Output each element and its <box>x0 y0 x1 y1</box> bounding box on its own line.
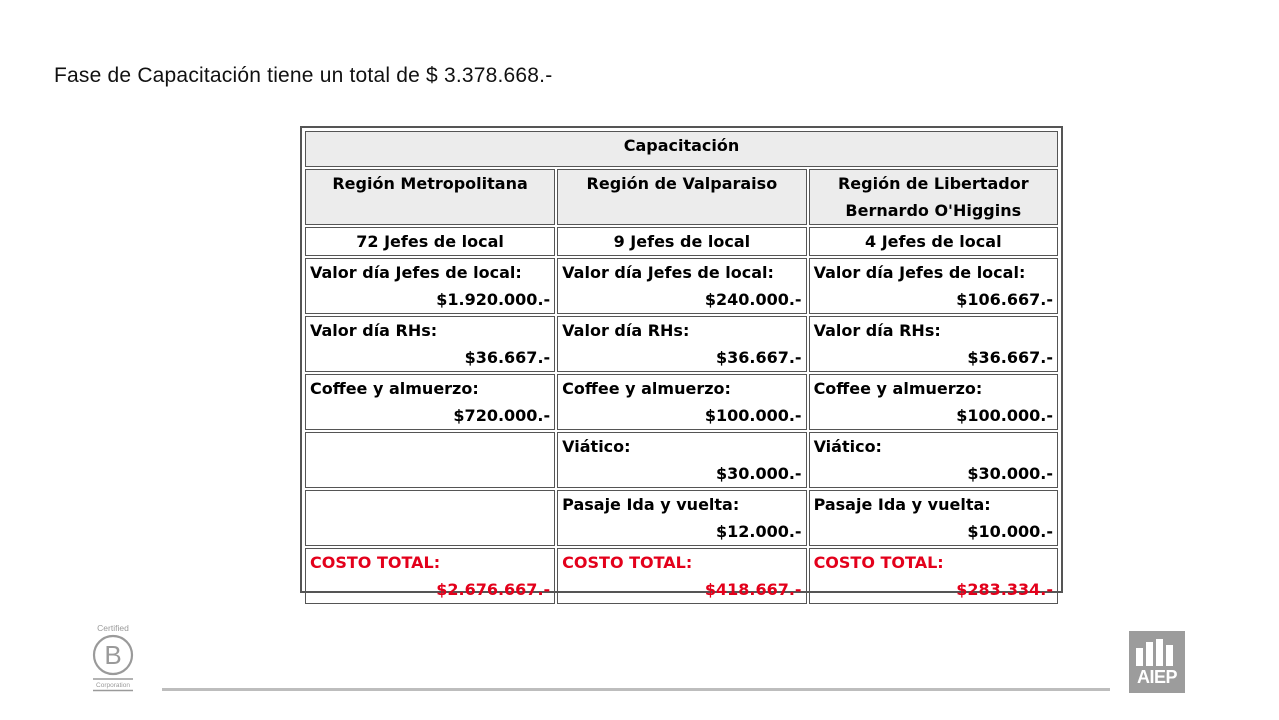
footer-divider <box>162 688 1110 691</box>
capacitacion-table-frame <box>300 126 1063 599</box>
total-cost-cell <box>809 548 1058 604</box>
cost-item-label: Valor día RHs: <box>813 321 941 340</box>
bcorp-bottom-text: Corporation <box>96 682 130 689</box>
table-row <box>305 548 1058 604</box>
region-name-line: Región de Libertador <box>837 174 1029 193</box>
region-name-line: Bernardo O'Higgins <box>845 201 1022 220</box>
cost-item-cell <box>305 490 555 546</box>
cost-item-amount: $100.000.- <box>704 406 802 425</box>
cost-item-amount: $720.000.- <box>453 406 551 425</box>
table-row <box>305 490 1058 546</box>
cost-item-cell <box>809 490 1058 546</box>
total-label: COSTO TOTAL: <box>310 553 441 572</box>
cost-item-amount: $106.667.- <box>956 290 1053 309</box>
cost-item-label: Valor día Jefes de local: <box>562 263 774 282</box>
bcorp-letter: B <box>104 640 122 670</box>
cost-item-amount: $240.000.- <box>704 290 802 309</box>
cost-item-amount: $1.920.000.- <box>436 290 551 309</box>
cost-item-label: Viático: <box>562 437 631 456</box>
table-row <box>305 258 1058 314</box>
cost-item-amount: $36.667.- <box>464 348 551 367</box>
cost-item-cell <box>305 316 555 372</box>
cost-item-cell <box>809 432 1058 488</box>
cost-item-label: Valor día RHs: <box>562 321 690 340</box>
total-label: COSTO TOTAL: <box>562 553 693 572</box>
region-name-cell <box>557 169 806 225</box>
cost-item-cell <box>809 258 1058 314</box>
cost-item-cell <box>557 258 806 314</box>
cost-item-label: Coffee y almuerzo: <box>813 379 983 398</box>
aiep-logo <box>1129 631 1185 693</box>
cost-item-label: Valor día Jefes de local: <box>813 263 1026 282</box>
cost-item-label: Pasaje Ida y vuelta: <box>813 495 991 514</box>
jefes-count-cell: 72 Jefes de local <box>305 227 555 256</box>
cost-item-label: Viático: <box>813 437 882 456</box>
cost-item-label: Valor día RHs: <box>310 321 438 340</box>
total-amount: $283.334.- <box>956 580 1053 599</box>
region-name-line: Región Metropolitana <box>332 174 528 193</box>
cost-item-amount: $10.000.- <box>967 522 1053 541</box>
table-row <box>305 432 1058 488</box>
cost-item-label: Coffee y almuerzo: <box>310 379 479 398</box>
total-amount: $418.667.- <box>704 580 802 599</box>
cost-item-cell <box>305 432 555 488</box>
jefes-count-cell: 9 Jefes de local <box>557 227 806 256</box>
total-cost-cell <box>305 548 555 604</box>
cost-item-amount: $30.000.- <box>715 464 802 483</box>
aiep-logo-text: AIEP <box>1136 667 1177 687</box>
cost-item-cell <box>809 316 1058 372</box>
jefes-count-cell: 4 Jefes de local <box>809 227 1058 256</box>
bcorp-top-text: Certified <box>97 623 129 633</box>
cost-item-amount: $36.667.- <box>715 348 802 367</box>
region-name-line: Región de Valparaiso <box>586 174 778 193</box>
cost-item-cell <box>305 258 555 314</box>
table-row <box>305 374 1058 430</box>
cost-item-amount: $100.000.- <box>956 406 1053 425</box>
cost-item-amount: $36.667.- <box>967 348 1053 367</box>
cost-item-amount: $30.000.- <box>967 464 1053 483</box>
slide-title: Fase de Capacitación tiene un total de $ 3.378.668.- <box>54 64 553 87</box>
cost-item-label: Coffee y almuerzo: <box>562 379 731 398</box>
cost-item-cell <box>557 374 806 430</box>
total-label: COSTO TOTAL: <box>813 553 944 572</box>
cost-item-cell <box>557 490 806 546</box>
cost-item-label: Pasaje Ida y vuelta: <box>562 495 740 514</box>
cost-item-cell <box>305 374 555 430</box>
cost-item-label: Valor día Jefes de local: <box>310 263 522 282</box>
cost-rows <box>305 258 1058 604</box>
table-header: Capacitación <box>305 131 1058 167</box>
region-name-cell <box>305 169 555 225</box>
cost-item-cell <box>809 374 1058 430</box>
region-name-cell <box>809 169 1058 225</box>
total-cost-cell <box>557 548 806 604</box>
cost-item-cell <box>557 316 806 372</box>
cost-item-amount: $12.000.- <box>715 522 802 541</box>
certified-b-corporation-logo <box>90 622 136 692</box>
total-amount: $2.676.667.- <box>436 580 551 599</box>
table-row <box>305 316 1058 372</box>
capacitacion-table <box>303 129 1060 606</box>
cost-item-cell <box>557 432 806 488</box>
